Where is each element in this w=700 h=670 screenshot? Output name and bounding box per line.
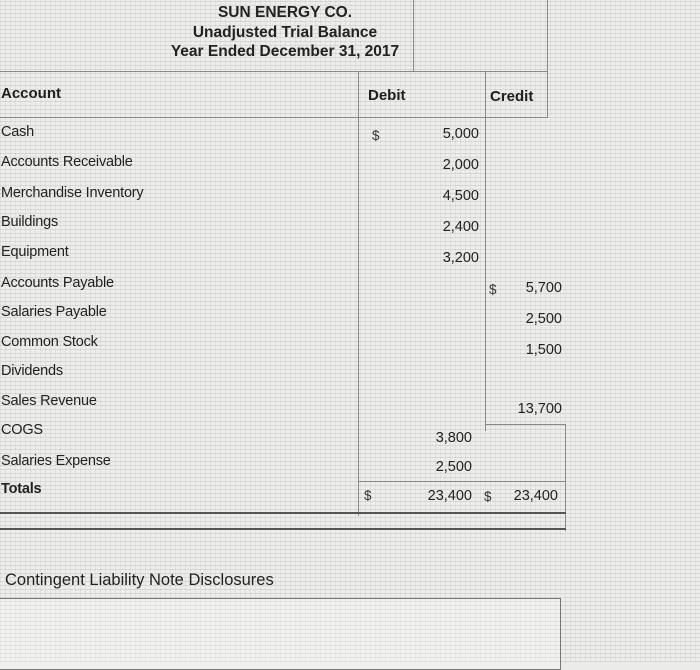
totals-right-rule xyxy=(565,424,566,531)
account-name: COGS xyxy=(1,422,43,438)
debit-amount: 4,500 xyxy=(442,188,479,204)
header-top-rule xyxy=(0,71,548,72)
totals-bottom-rule xyxy=(0,512,566,514)
credit-column-header: Credit xyxy=(490,88,534,105)
right-edge-rule xyxy=(547,0,548,117)
debit-amount: 2,000 xyxy=(442,157,479,173)
account-name: Salaries Expense xyxy=(1,453,111,469)
sheet-end-rule xyxy=(0,528,566,530)
account-name: Merchandise Inventory xyxy=(1,185,144,201)
totals-credit-currency-symbol: $ xyxy=(484,489,492,504)
credit-amount: 1,500 xyxy=(525,342,562,358)
debit-amount: 2,500 xyxy=(435,459,472,475)
totals-label: Totals xyxy=(1,481,42,497)
header-bottom-rule xyxy=(0,117,548,118)
debit-amount: 3,200 xyxy=(442,250,479,266)
totals-debit-currency-symbol: $ xyxy=(364,488,372,503)
title-edge-rule xyxy=(413,0,414,71)
note-disclosures-title: Contingent Liability Note Disclosures xyxy=(5,571,274,589)
debit-column-header: Debit xyxy=(368,87,406,104)
totals-top-rule xyxy=(358,481,566,482)
debit-amount: 3,800 xyxy=(435,430,472,446)
credit-amount: 2,500 xyxy=(525,311,562,327)
debit-amount: 2,400 xyxy=(442,219,479,235)
statement-heading xyxy=(150,3,420,62)
credit-currency-symbol: $ xyxy=(489,282,497,297)
account-name: Dividends xyxy=(1,363,63,379)
credit-amount: 13,700 xyxy=(517,401,562,417)
note-disclosures-input[interactable] xyxy=(0,598,561,670)
credit-subtotal-rule xyxy=(485,424,565,425)
account-name: Buildings xyxy=(1,214,59,230)
totals-debit-amount: 23,400 xyxy=(427,488,472,504)
account-name: Equipment xyxy=(1,244,69,260)
totals-credit-amount: 23,400 xyxy=(513,488,558,504)
account-name: Common Stock xyxy=(1,334,98,350)
statement-title: Unadjusted Trial Balance xyxy=(192,23,378,41)
credit-column-rule xyxy=(485,71,486,431)
account-name: Sales Revenue xyxy=(1,393,97,409)
account-name: Accounts Payable xyxy=(1,275,114,291)
account-name: Accounts Receivable xyxy=(1,154,133,170)
debit-currency-symbol: $ xyxy=(372,128,380,143)
account-column-header: Account xyxy=(1,85,61,102)
account-name: Salaries Payable xyxy=(1,304,107,320)
credit-amount: 5,700 xyxy=(525,280,562,296)
debit-column-rule xyxy=(358,71,359,516)
company-name: SUN ENERGY CO. xyxy=(217,4,353,21)
statement-period: Year Ended December 31, 2017 xyxy=(170,43,400,60)
debit-amount: 5,000 xyxy=(442,126,479,142)
account-name: Cash xyxy=(1,124,35,140)
